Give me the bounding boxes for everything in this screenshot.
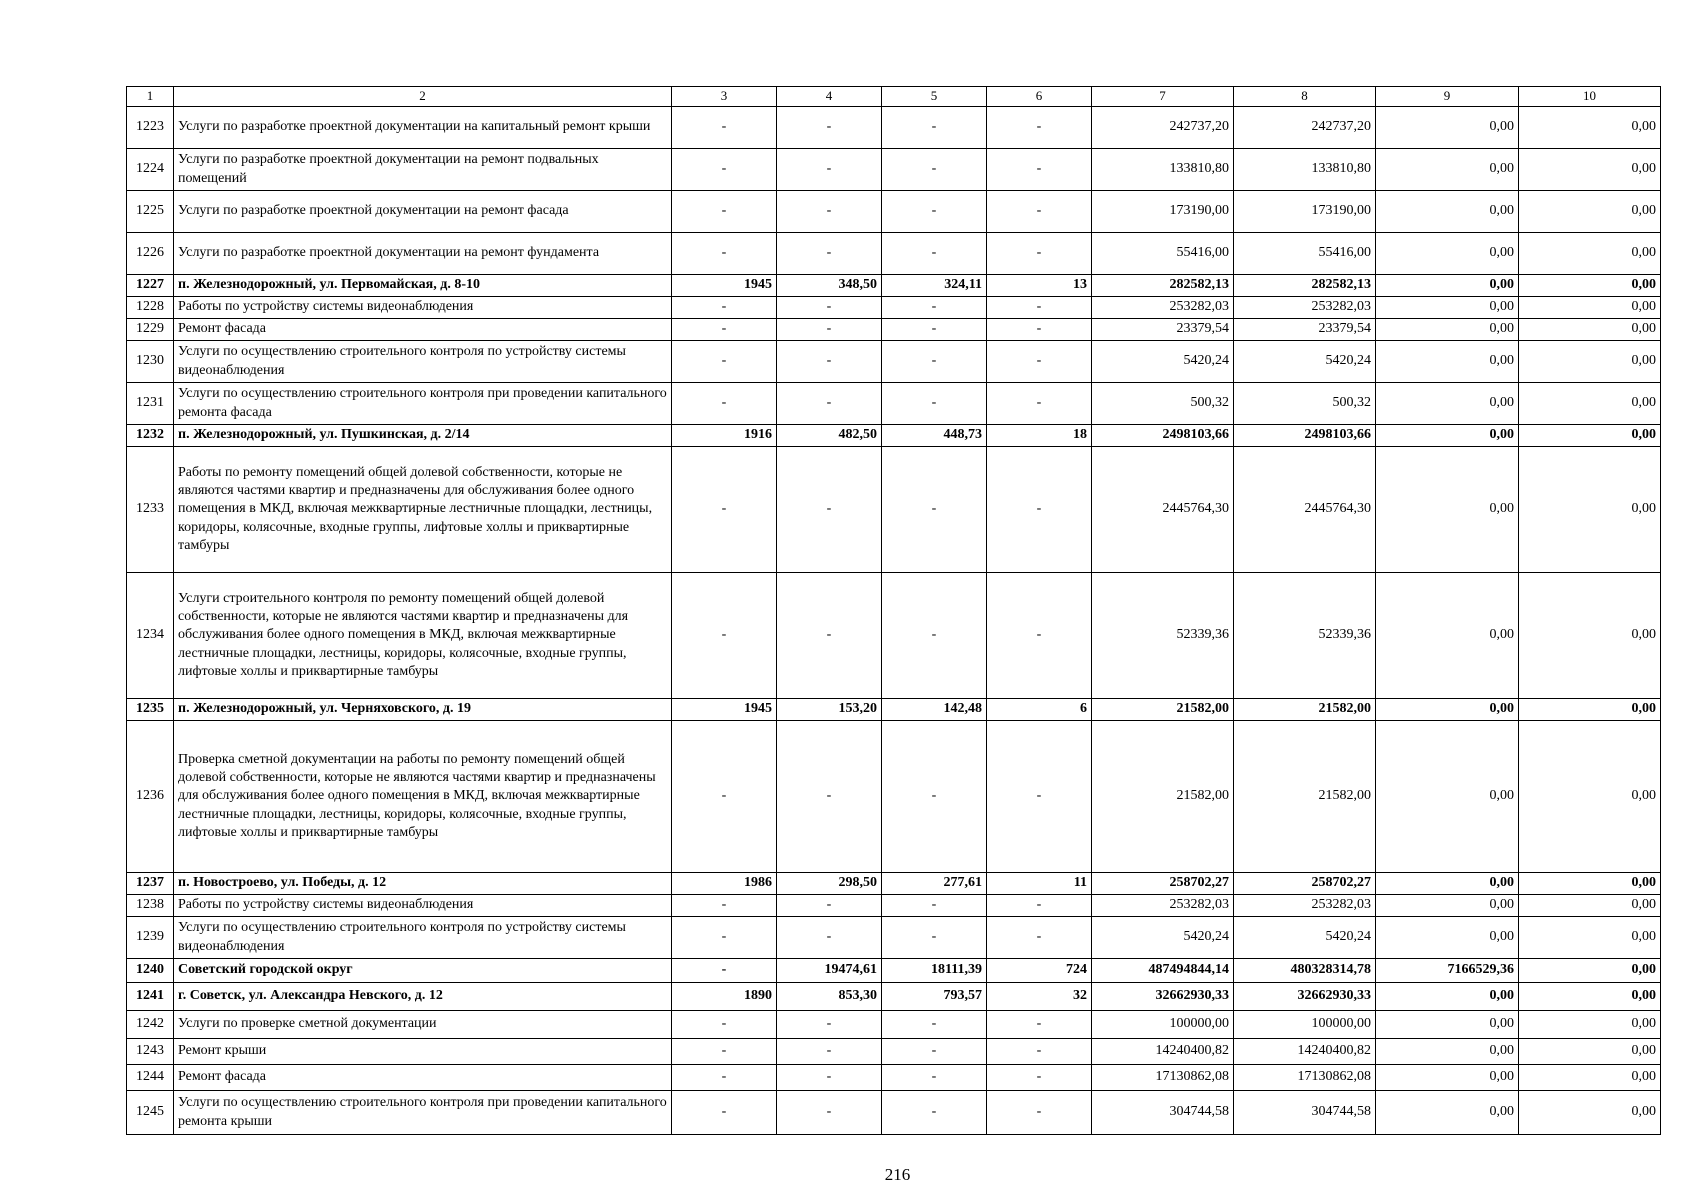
cost-fund-cell: 2445764,30 [1234,447,1376,573]
header-cell: 10 [1519,87,1661,107]
area-total-cell: - [777,297,882,319]
cost-fund-cell: 17130862,08 [1234,1065,1376,1091]
description-cell: п. Железнодорожный, ул. Пушкинская, д. 2/14 [174,425,672,447]
table-row [127,107,1661,149]
description-cell: Ремонт крыши [174,1039,672,1065]
description-cell: Услуги по разработке проектной документации на ремонт фасада [174,191,672,233]
cost-budget-cell: 0,00 [1376,107,1519,149]
header-cell: 4 [777,87,882,107]
cost-total-cell: 2445764,30 [1092,447,1234,573]
area-living-cell: - [882,447,987,573]
year-cell: 1890 [672,983,777,1011]
description-cell: Услуги строительного контроля по ремонту помещений общей долевой собственности, которые не являются частями квартир и предназначены для обслуживания более одного помещения в МКД, включая межквартирные лестничные площадки, лестницы, коридоры, колясочные, входные группы, лифтовые холлы и приквартирные тамбуры [174,573,672,699]
residents-cell: - [987,447,1092,573]
description-cell: Ремонт фасада [174,1065,672,1091]
year-cell: - [672,297,777,319]
residents-cell: - [987,319,1092,341]
document-page [126,86,1661,1135]
cost-owners-cell: 0,00 [1519,1091,1661,1135]
row-number: 1243 [127,1039,174,1065]
cost-budget-cell: 0,00 [1376,699,1519,721]
cost-budget-cell: 0,00 [1376,1065,1519,1091]
row-number: 1223 [127,107,174,149]
area-total-cell: - [777,1039,882,1065]
cost-budget-cell: 0,00 [1376,425,1519,447]
year-cell: - [672,149,777,191]
cost-total-cell: 133810,80 [1092,149,1234,191]
header-cell: 5 [882,87,987,107]
year-cell: 1945 [672,699,777,721]
cost-total-cell: 55416,00 [1092,233,1234,275]
data-table [126,86,1661,1135]
description-cell: Услуги по проверке сметной документации [174,1011,672,1039]
cost-owners-cell: 0,00 [1519,1065,1661,1091]
area-total-cell: - [777,341,882,383]
header-cell: 7 [1092,87,1234,107]
area-total-cell: 298,50 [777,873,882,895]
area-total-cell: - [777,1091,882,1135]
cost-fund-cell: 253282,03 [1234,297,1376,319]
area-living-cell: - [882,191,987,233]
residents-cell: - [987,721,1092,873]
year-cell: - [672,917,777,959]
cost-budget-cell: 0,00 [1376,1091,1519,1135]
area-total-cell: - [777,319,882,341]
description-cell: г. Советск, ул. Александра Невского, д. 12 [174,983,672,1011]
area-living-cell: - [882,341,987,383]
residents-cell: 724 [987,959,1092,983]
row-number: 1235 [127,699,174,721]
row-number: 1234 [127,573,174,699]
year-cell: - [672,895,777,917]
cost-total-cell: 242737,20 [1092,107,1234,149]
row-number: 1241 [127,983,174,1011]
year-cell: - [672,319,777,341]
table-row [127,959,1661,983]
header-cell: 2 [174,87,672,107]
cost-total-cell: 32662930,33 [1092,983,1234,1011]
year-cell: - [672,107,777,149]
cost-budget-cell: 0,00 [1376,149,1519,191]
residents-cell: - [987,1065,1092,1091]
cost-owners-cell: 0,00 [1519,319,1661,341]
table-row [127,319,1661,341]
residents-cell: 32 [987,983,1092,1011]
area-total-cell: - [777,149,882,191]
year-cell: - [672,341,777,383]
area-living-cell: - [882,917,987,959]
residents-cell: - [987,1091,1092,1135]
row-number: 1224 [127,149,174,191]
cost-total-cell: 173190,00 [1092,191,1234,233]
cost-fund-cell: 500,32 [1234,383,1376,425]
residents-cell: - [987,1011,1092,1039]
row-number: 1230 [127,341,174,383]
header-cell: 1 [127,87,174,107]
cost-owners-cell: 0,00 [1519,895,1661,917]
description-cell: Услуги по осуществлению строительного контроля при проведении капитального ремонта крыши [174,1091,672,1135]
area-living-cell: 793,57 [882,983,987,1011]
cost-owners-cell: 0,00 [1519,341,1661,383]
cost-budget-cell: 0,00 [1376,447,1519,573]
cost-total-cell: 14240400,82 [1092,1039,1234,1065]
area-total-cell: - [777,917,882,959]
cost-budget-cell: 0,00 [1376,1011,1519,1039]
area-living-cell: 277,61 [882,873,987,895]
table-row [127,895,1661,917]
cost-owners-cell: 0,00 [1519,917,1661,959]
cost-fund-cell: 253282,03 [1234,895,1376,917]
area-total-cell: - [777,1065,882,1091]
table-row [127,275,1661,297]
residents-cell: - [987,297,1092,319]
area-living-cell: - [882,1039,987,1065]
year-cell: - [672,1011,777,1039]
area-living-cell: - [882,297,987,319]
cost-owners-cell: 0,00 [1519,983,1661,1011]
cost-total-cell: 258702,27 [1092,873,1234,895]
residents-cell: 11 [987,873,1092,895]
table-row [127,425,1661,447]
cost-budget-cell: 0,00 [1376,319,1519,341]
year-cell: - [672,191,777,233]
year-cell: - [672,1065,777,1091]
cost-budget-cell: 0,00 [1376,917,1519,959]
row-number: 1239 [127,917,174,959]
row-number: 1228 [127,297,174,319]
header-cell: 9 [1376,87,1519,107]
cost-total-cell: 5420,24 [1092,341,1234,383]
cost-fund-cell: 21582,00 [1234,721,1376,873]
area-living-cell: 142,48 [882,699,987,721]
table-row [127,573,1661,699]
cost-total-cell: 304744,58 [1092,1091,1234,1135]
cost-fund-cell: 258702,27 [1234,873,1376,895]
cost-fund-cell: 282582,13 [1234,275,1376,297]
cost-budget-cell: 7166529,36 [1376,959,1519,983]
area-living-cell: 18111,39 [882,959,987,983]
year-cell: 1945 [672,275,777,297]
area-living-cell: - [882,383,987,425]
residents-cell: 18 [987,425,1092,447]
area-living-cell: - [882,1065,987,1091]
table-row [127,297,1661,319]
area-total-cell: - [777,447,882,573]
row-number: 1237 [127,873,174,895]
cost-fund-cell: 133810,80 [1234,149,1376,191]
area-living-cell: 324,11 [882,275,987,297]
area-total-cell: - [777,107,882,149]
row-number: 1233 [127,447,174,573]
row-number: 1232 [127,425,174,447]
cost-total-cell: 21582,00 [1092,699,1234,721]
residents-cell: - [987,1039,1092,1065]
area-living-cell: - [882,149,987,191]
area-living-cell: - [882,895,987,917]
cost-total-cell: 52339,36 [1092,573,1234,699]
area-total-cell: 853,30 [777,983,882,1011]
description-cell: Услуги по разработке проектной документации на ремонт подвальных помещений [174,149,672,191]
description-cell: Проверка сметной документации на работы по ремонту помещений общей долевой собственности, которые не являются частями квартир и предназначены для обслуживания более одного помещения в МКД, включая межквартирные лестничные площадки, лестницы, коридоры, колясочные, входные группы, лифтовые холлы и приквартирные тамбуры [174,721,672,873]
year-cell: - [672,447,777,573]
residents-cell: - [987,341,1092,383]
year-cell: - [672,383,777,425]
area-total-cell: - [777,191,882,233]
cost-owners-cell: 0,00 [1519,297,1661,319]
cost-owners-cell: 0,00 [1519,959,1661,983]
table-row [127,341,1661,383]
cost-budget-cell: 0,00 [1376,191,1519,233]
cost-owners-cell: 0,00 [1519,573,1661,699]
description-cell: Работы по устройству системы видеонаблюдения [174,297,672,319]
year-cell: - [672,573,777,699]
cost-owners-cell: 0,00 [1519,233,1661,275]
table-row [127,191,1661,233]
area-total-cell: 482,50 [777,425,882,447]
header-cell: 6 [987,87,1092,107]
area-total-cell: - [777,573,882,699]
cost-fund-cell: 52339,36 [1234,573,1376,699]
table-row [127,447,1661,573]
description-cell: Работы по устройству системы видеонаблюдения [174,895,672,917]
cost-fund-cell: 32662930,33 [1234,983,1376,1011]
description-cell: Советский городской округ [174,959,672,983]
header-row [127,87,1661,107]
year-cell: - [672,1039,777,1065]
description-cell: Услуги по осуществлению строительного контроля по устройству системы видеонаблюдения [174,917,672,959]
cost-owners-cell: 0,00 [1519,699,1661,721]
description-cell: п. Новостроево, ул. Победы, д. 12 [174,873,672,895]
cost-budget-cell: 0,00 [1376,341,1519,383]
table-row [127,383,1661,425]
area-total-cell: 153,20 [777,699,882,721]
cost-owners-cell: 0,00 [1519,425,1661,447]
table-row [127,1065,1661,1091]
cost-owners-cell: 0,00 [1519,383,1661,425]
cost-owners-cell: 0,00 [1519,447,1661,573]
cost-owners-cell: 0,00 [1519,191,1661,233]
table-row [127,149,1661,191]
residents-cell: - [987,191,1092,233]
year-cell: - [672,721,777,873]
cost-total-cell: 21582,00 [1092,721,1234,873]
page-number: 216 [884,1165,911,1184]
cost-total-cell: 487494844,14 [1092,959,1234,983]
description-cell: Ремонт фасада [174,319,672,341]
cost-fund-cell: 23379,54 [1234,319,1376,341]
row-number: 1231 [127,383,174,425]
cost-budget-cell: 0,00 [1376,1039,1519,1065]
cost-owners-cell: 0,00 [1519,873,1661,895]
cost-budget-cell: 0,00 [1376,721,1519,873]
year-cell: - [672,1091,777,1135]
cost-fund-cell: 14240400,82 [1234,1039,1376,1065]
residents-cell: - [987,107,1092,149]
description-cell: Услуги по осуществлению строительного контроля по устройству системы видеонаблюдения [174,341,672,383]
cost-budget-cell: 0,00 [1376,297,1519,319]
area-total-cell: - [777,721,882,873]
cost-total-cell: 17130862,08 [1092,1065,1234,1091]
row-number: 1245 [127,1091,174,1135]
cost-total-cell: 253282,03 [1092,895,1234,917]
area-living-cell: - [882,1011,987,1039]
row-number: 1236 [127,721,174,873]
year-cell: - [672,233,777,275]
area-total-cell: 348,50 [777,275,882,297]
area-living-cell: 448,73 [882,425,987,447]
description-cell: Услуги по разработке проектной документации на капитальный ремонт крыши [174,107,672,149]
cost-fund-cell: 480328314,78 [1234,959,1376,983]
cost-budget-cell: 0,00 [1376,383,1519,425]
cost-budget-cell: 0,00 [1376,233,1519,275]
year-cell: 1916 [672,425,777,447]
cost-budget-cell: 0,00 [1376,573,1519,699]
cost-fund-cell: 21582,00 [1234,699,1376,721]
area-living-cell: - [882,233,987,275]
cost-fund-cell: 5420,24 [1234,917,1376,959]
description-cell: Работы по ремонту помещений общей долевой собственности, которые не являются частями квартир и предназначены для обслуживания более одного помещения в МКД, включая межквартирные лестничные площадки, лестницы, коридоры, колясочные, входные группы, лифтовые холлы и приквартирные тамбуры [174,447,672,573]
row-number: 1242 [127,1011,174,1039]
cost-fund-cell: 55416,00 [1234,233,1376,275]
row-number: 1226 [127,233,174,275]
residents-cell: - [987,383,1092,425]
table-row [127,1091,1661,1135]
residents-cell: 13 [987,275,1092,297]
cost-owners-cell: 0,00 [1519,1011,1661,1039]
cost-budget-cell: 0,00 [1376,895,1519,917]
cost-total-cell: 5420,24 [1092,917,1234,959]
table-row [127,233,1661,275]
cost-total-cell: 100000,00 [1092,1011,1234,1039]
table-row [127,721,1661,873]
table-row [127,983,1661,1011]
area-total-cell: - [777,895,882,917]
table-row [127,1039,1661,1065]
year-cell: - [672,959,777,983]
residents-cell: 6 [987,699,1092,721]
cost-fund-cell: 100000,00 [1234,1011,1376,1039]
row-number: 1238 [127,895,174,917]
cost-total-cell: 253282,03 [1092,297,1234,319]
residents-cell: - [987,149,1092,191]
row-number: 1225 [127,191,174,233]
year-cell: 1986 [672,873,777,895]
cost-fund-cell: 5420,24 [1234,341,1376,383]
area-total-cell: - [777,233,882,275]
cost-fund-cell: 173190,00 [1234,191,1376,233]
cost-budget-cell: 0,00 [1376,275,1519,297]
area-living-cell: - [882,319,987,341]
row-number: 1229 [127,319,174,341]
area-total-cell: - [777,1011,882,1039]
table-row [127,699,1661,721]
table-row [127,1011,1661,1039]
description-cell: п. Железнодорожный, ул. Черняховского, д. 19 [174,699,672,721]
residents-cell: - [987,917,1092,959]
table-row [127,873,1661,895]
header-cell: 3 [672,87,777,107]
description-cell: п. Железнодорожный, ул. Первомайская, д. 8-10 [174,275,672,297]
cost-total-cell: 23379,54 [1092,319,1234,341]
description-cell: Услуги по осуществлению строительного контроля при проведении капитального ремонта фасада [174,383,672,425]
cost-budget-cell: 0,00 [1376,983,1519,1011]
cost-total-cell: 2498103,66 [1092,425,1234,447]
cost-total-cell: 500,32 [1092,383,1234,425]
cost-owners-cell: 0,00 [1519,1039,1661,1065]
cost-owners-cell: 0,00 [1519,275,1661,297]
cost-total-cell: 282582,13 [1092,275,1234,297]
cost-fund-cell: 304744,58 [1234,1091,1376,1135]
cost-owners-cell: 0,00 [1519,149,1661,191]
cost-fund-cell: 242737,20 [1234,107,1376,149]
row-number: 1227 [127,275,174,297]
residents-cell: - [987,573,1092,699]
residents-cell: - [987,895,1092,917]
area-living-cell: - [882,107,987,149]
area-living-cell: - [882,573,987,699]
cost-owners-cell: 0,00 [1519,721,1661,873]
row-number: 1244 [127,1065,174,1091]
cost-budget-cell: 0,00 [1376,873,1519,895]
residents-cell: - [987,233,1092,275]
table-row [127,917,1661,959]
description-cell: Услуги по разработке проектной документации на ремонт фундамента [174,233,672,275]
cost-owners-cell: 0,00 [1519,107,1661,149]
row-number: 1240 [127,959,174,983]
area-living-cell: - [882,721,987,873]
area-total-cell: - [777,383,882,425]
area-total-cell: 19474,61 [777,959,882,983]
header-cell: 8 [1234,87,1376,107]
area-living-cell: - [882,1091,987,1135]
cost-fund-cell: 2498103,66 [1234,425,1376,447]
